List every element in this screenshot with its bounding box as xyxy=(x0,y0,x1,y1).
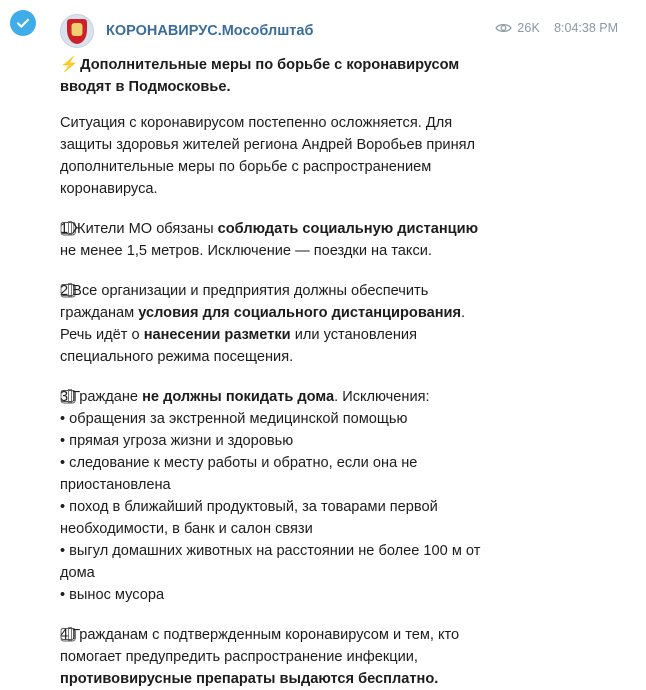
high-voltage-emoji-icon: ⚡ xyxy=(60,57,79,73)
list-item: • выгул домашних животных на расстоянии не более 100 м от дома xyxy=(60,543,481,581)
item-1-number: 1 xyxy=(60,221,69,237)
exceptions-list xyxy=(60,408,618,606)
list-item: • следование к месту работы и обратно, если она не приостановлена xyxy=(60,455,418,493)
item-2-bold2: нанесении разметки xyxy=(143,327,291,343)
list-item-4 xyxy=(60,624,618,690)
post-time: 8:04:38 PM xyxy=(554,21,618,35)
item-4-number: 4 xyxy=(60,627,69,643)
item-2-post: или установления специального режима посещения. xyxy=(60,327,417,365)
item-1-pre: Жители МО обязаны xyxy=(72,221,218,237)
item-2-bold: условия для социального дистанцирования xyxy=(138,305,462,321)
post-title-text: Дополнительные меры по борьбе с коронавирусом вводят в Подмосковье. xyxy=(60,57,460,95)
post-body xyxy=(60,54,618,690)
list-item: • поход в ближайший продуктовый, за товарами первой необходимости, в банк и салон связи xyxy=(60,499,438,537)
item-1-post: не менее 1,5 метров. Исключение — поездки на такси. xyxy=(60,243,432,259)
paragraph-intro: Ситуация с коронавирусом постепенно осложняется. Для защиты здоровья жителей региона Андрей Воробьев принял дополнительные меры по борьбе с распространением коронавируса. xyxy=(60,115,476,197)
item-3-number: 3 xyxy=(60,389,69,405)
post-title xyxy=(60,54,618,98)
list-item: • прямая угроза жизни и здоровью xyxy=(60,433,294,449)
channel-name[interactable]: КОРОНАВИРУС.Мособлштаб xyxy=(106,23,314,39)
list-item-3 xyxy=(60,386,618,408)
list-item: • обращения за экстренной медицинской помощью xyxy=(60,411,408,427)
post-meta xyxy=(495,21,618,35)
item-3-pre: Граждане xyxy=(72,389,143,405)
check-badge-icon xyxy=(10,10,36,36)
list-item: • вынос мусора xyxy=(60,587,165,603)
view-count: 26K xyxy=(517,21,541,35)
coat-of-arms-emblem-icon xyxy=(72,23,83,36)
avatar[interactable] xyxy=(60,14,94,48)
item-2-mid: . Речь идёт о xyxy=(60,305,466,343)
item-2-number: 2 xyxy=(60,283,69,299)
post-header xyxy=(60,14,618,48)
item-3-bold: не должны покидать дома xyxy=(142,389,335,405)
list-item-2 xyxy=(60,280,618,368)
item-2-pre: Все организации и предприятия должны обеспечить гражданам xyxy=(60,283,429,321)
item-4-pre: Гражданам с подтвержденным коронавирусом и тем, кто помогает предупредить распространение инфекции, xyxy=(60,627,460,665)
item-4-bold: противовирусные препараты выдаются бесплатно. xyxy=(60,671,439,687)
eye-icon xyxy=(495,22,512,34)
item-3-post: . Исключения: xyxy=(334,389,430,405)
list-item-1 xyxy=(60,218,618,262)
item-1-bold: соблюдать социальную дистанцию xyxy=(217,221,479,237)
